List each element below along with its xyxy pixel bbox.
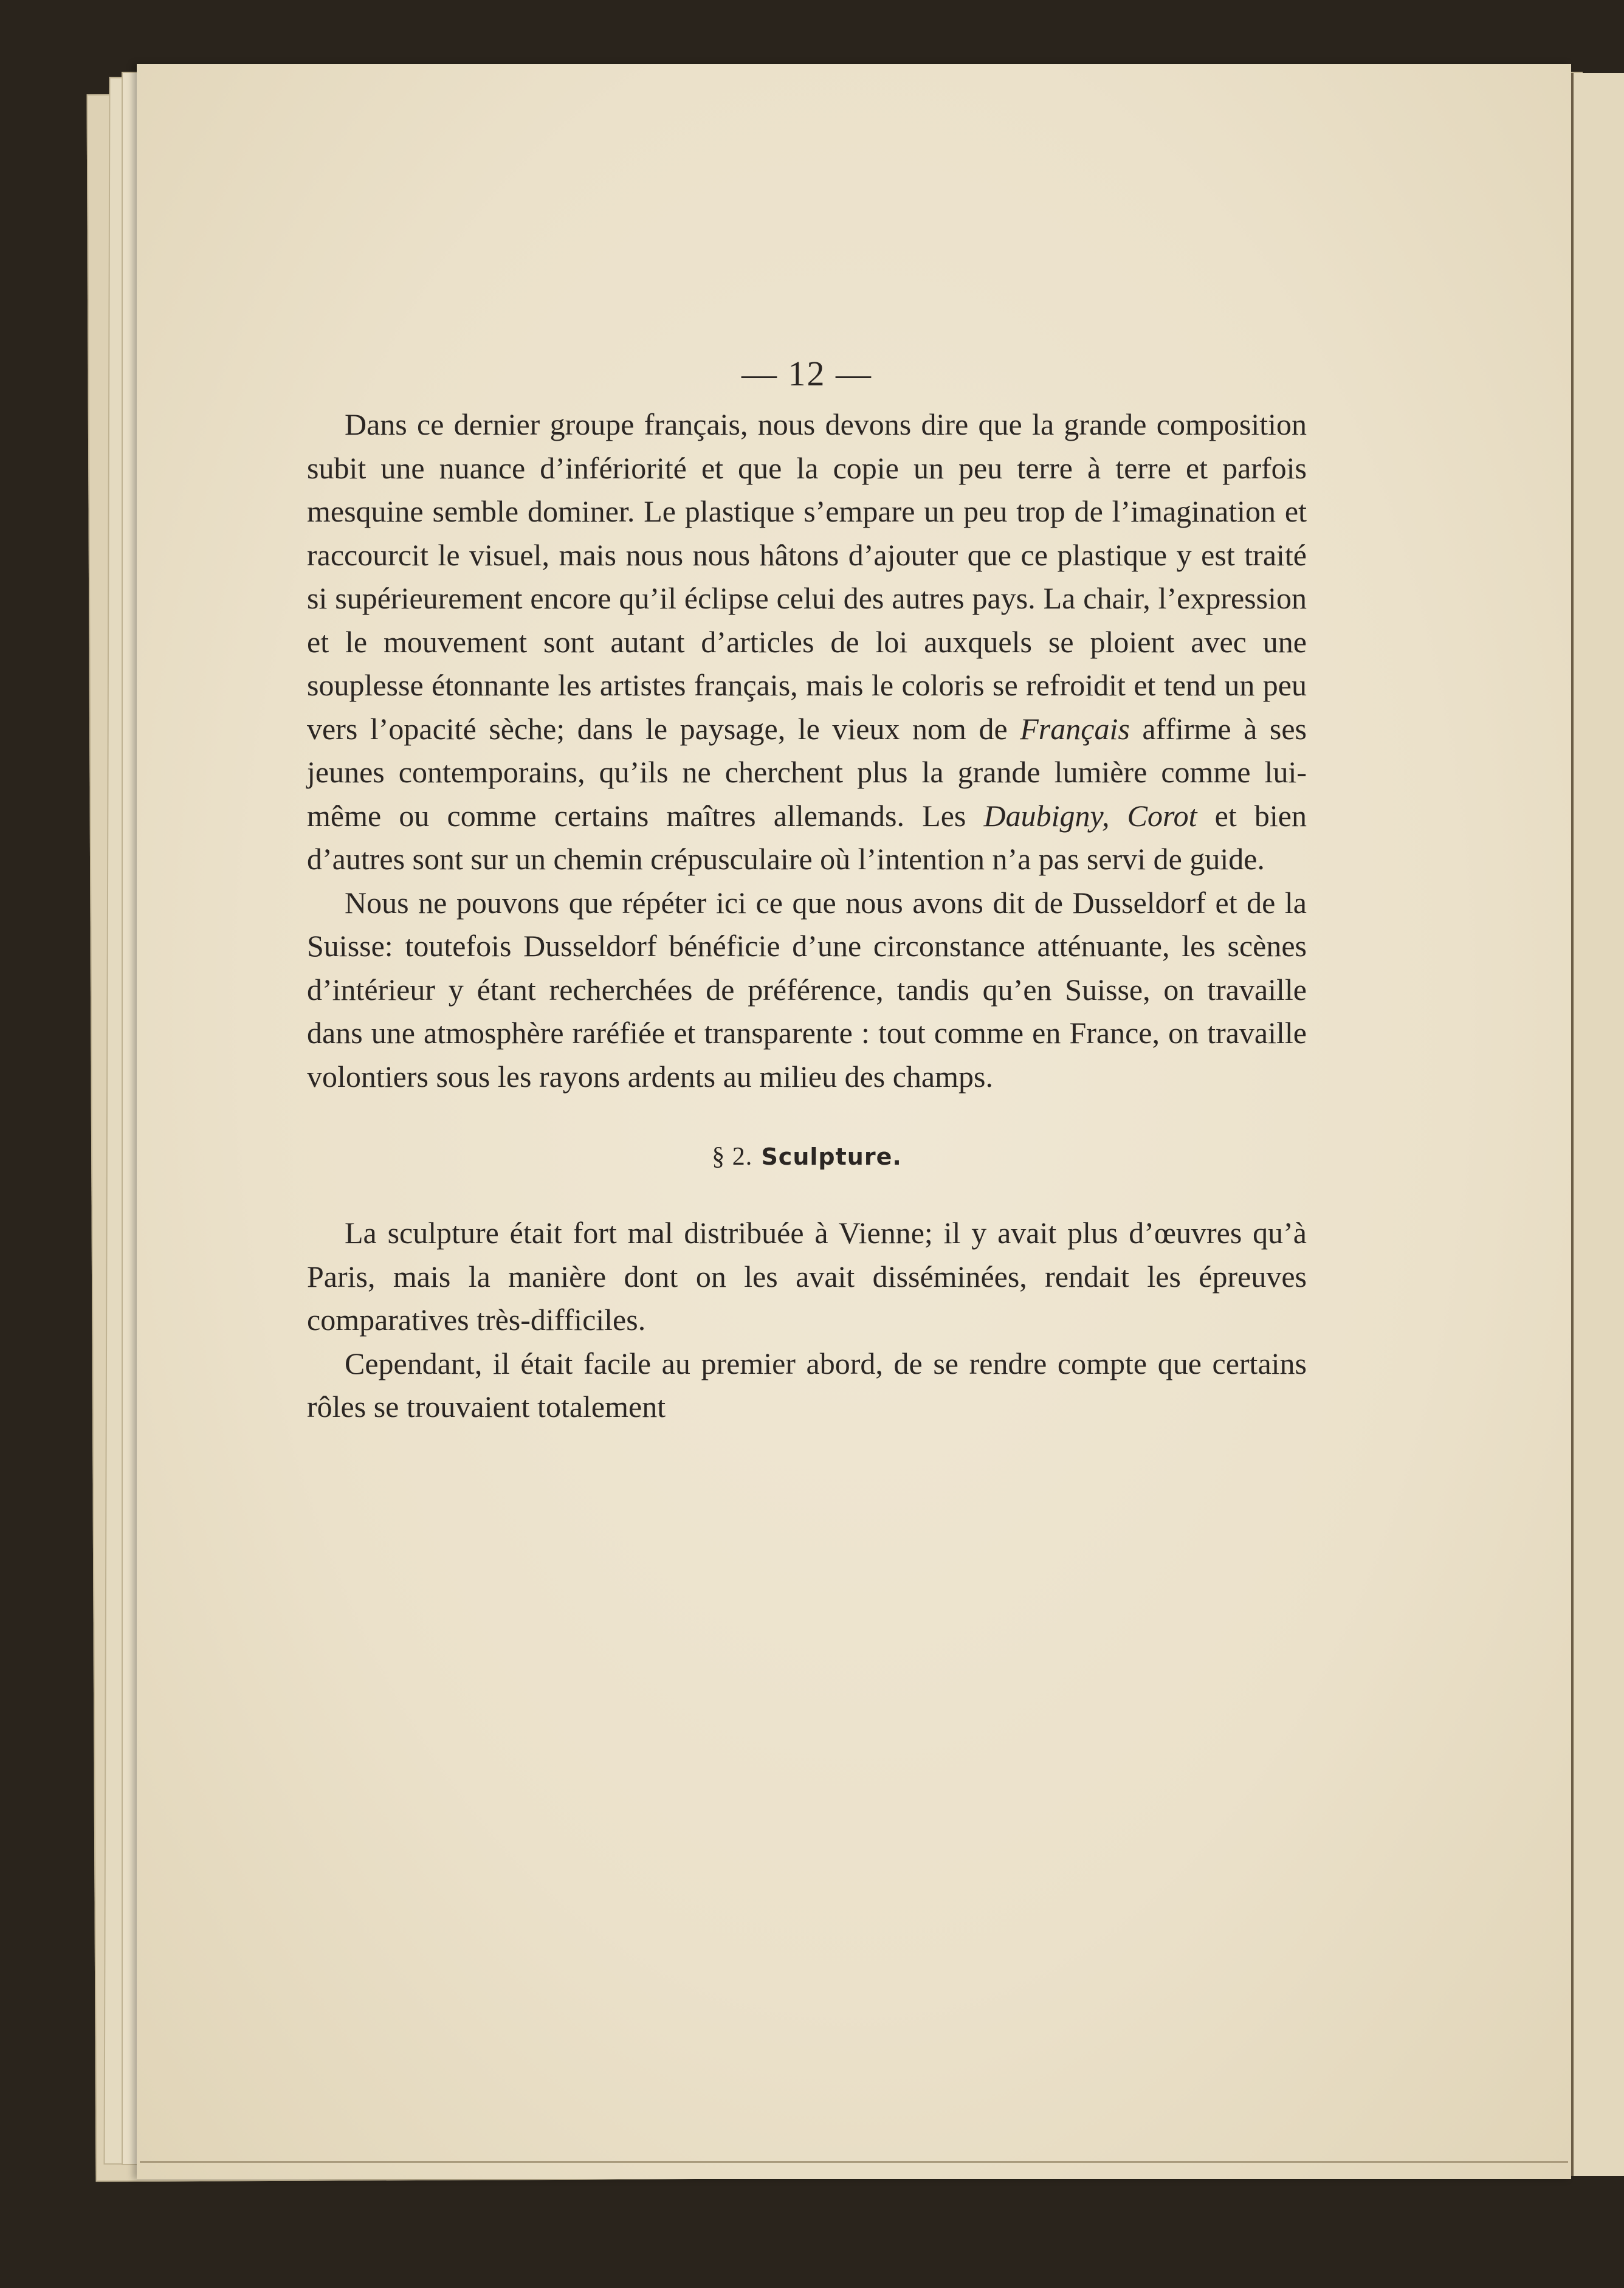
text-block <box>307 350 1307 1429</box>
italic-run: Français <box>1020 711 1130 746</box>
page-bottom-rule <box>140 2161 1568 2163</box>
page-number: — 12 — <box>741 354 872 393</box>
text-run: et bien d’autres sont sur un chemin crépusculaire où l’intention n’a pas servi de guide. <box>307 798 1307 876</box>
text-run: affirme à ses jeunes contemporains, qu’ils ne cherchent plus la grande lumière comme lui-même ou comme certains maîtres allemands. Les <box>307 711 1307 833</box>
text-run: Nous ne pouvons que répéter ici ce que nous avons dit de Dusseldorf et de la Suisse: toutefois Dusseldorf bénéficie d’une circonstance atténuante, les scènes d’intérieur y étant recherchées de préférence, tandis qu’en Suisse, on travaille dans une atmosphère raréfiée et transparente : tout comme en France, on travaille volontiers sous les rayons ardents au milieu des champs. <box>307 885 1307 1094</box>
paragraph <box>307 881 1307 1099</box>
section-number: § 2. <box>712 1143 753 1171</box>
body-text-before-heading <box>307 403 1307 1098</box>
paragraph <box>307 1342 1307 1429</box>
paragraph <box>307 1211 1307 1342</box>
text-run: Cependant, il était facile au premier abord, de se rendre compte que certains rôles se trouvaient totalement <box>307 1346 1307 1424</box>
text-run: Dans ce dernier groupe français, nous devons dire que la grande composition subit une nuance d’infériorité et que la copie un peu terre à terre et parfois mesquine semble dominer. Le plastique s’empare un peu trop de l’imagination et raccourcit le visuel, mais nous nous hâtons d’ajouter que ce plastique y est traité si supérieurement encore qu’il éclipse celui des autres pays. La chair, l’expression et le mouvement sont autant d’articles de loi auxquels se ploient avec une souplesse étonnante les artistes français, mais le coloris se refroidit et tend un peu vers l’opacité sèche; dans le paysage, le vieux nom de <box>307 407 1307 746</box>
body-text-after-heading <box>307 1211 1307 1429</box>
text-run: La sculpture était fort mal distribuée à Vienne; il y avait plus d’œuvres qu’à Paris, mais la manière dont on les avait disséminées, rendait les épreuves comparatives très-difficiles. <box>307 1216 1307 1337</box>
section-title: Sculpture. <box>761 1143 902 1170</box>
facing-page-edge <box>1571 73 1624 2176</box>
italic-run: Daubigny, Corot <box>983 798 1197 833</box>
section-heading <box>307 1139 1307 1175</box>
paragraph <box>307 403 1307 881</box>
